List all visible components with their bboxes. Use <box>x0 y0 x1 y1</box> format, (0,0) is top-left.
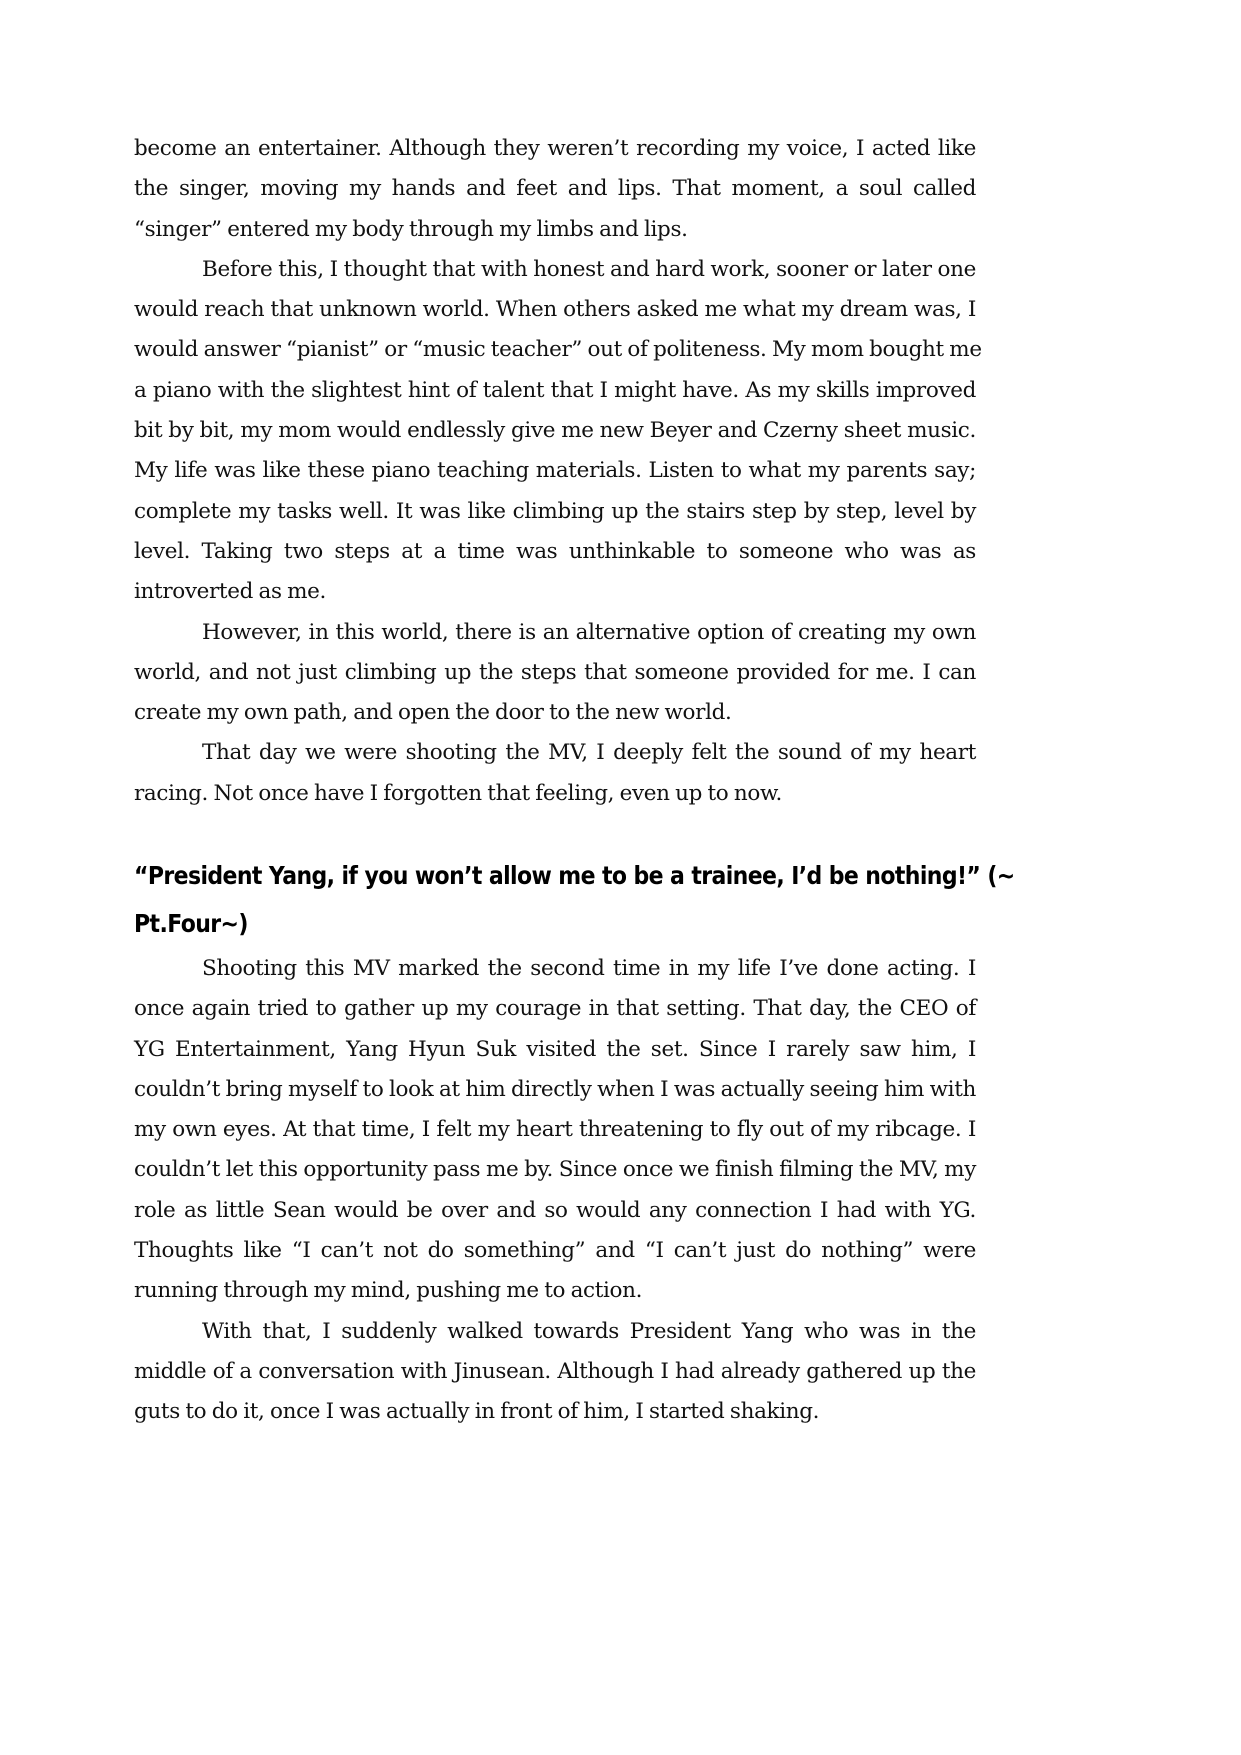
text-line: create my own path, and open the door to the new world. <box>134 700 732 726</box>
text-line: couldn’t bring myself to look at him directly when I was actually seeing him with <box>134 1076 976 1102</box>
heading-line: “President Yang, if you won’t allow me to be a trainee, I’d be nothing!” (~ <box>134 862 1015 891</box>
text-line: Thoughts like “I can’t not do something” and “I can’t just do nothing” were <box>134 1238 976 1264</box>
text-line: once again tried to gather up my courage in that setting. That day, the CEO of <box>134 996 976 1022</box>
text-line: world, and not just climbing up the steps that someone provided for me. I can <box>134 659 976 685</box>
paragraph <box>134 250 982 613</box>
body-text-block-2 <box>134 949 976 1433</box>
paragraph <box>134 733 976 814</box>
text-line: guts to do it, once I was actually in front of him, I started shaking. <box>134 1399 820 1425</box>
paragraph <box>134 129 976 250</box>
text-line: complete my tasks well. It was like climbing up the stairs step by step, level by <box>134 498 976 524</box>
text-line: couldn’t let this opportunity pass me by. Since once we finish filming the MV, my <box>134 1157 976 1183</box>
text-line: level. Taking two steps at a time was unthinkable to someone who was as <box>134 538 976 564</box>
body-text-block-1 <box>134 129 982 814</box>
text-line: My life was like these piano teaching materials. Listen to what my parents say; <box>134 458 976 484</box>
text-line: my own eyes. At that time, I felt my heart threatening to fly out of my ribcage. I <box>134 1117 976 1143</box>
text-line: YG Entertainment, Yang Hyun Suk visited the set. Since I rarely saw him, I <box>134 1036 976 1062</box>
text-line: racing. Not once have I forgotten that feeling, even up to now. <box>134 780 782 806</box>
text-line: bit by bit, my mom would endlessly give me new Beyer and Czerny sheet music. <box>134 418 976 444</box>
text-line: “singer” entered my body through my limbs and lips. <box>134 216 688 242</box>
text-line: Shooting this MV marked the second time in my life I’ve done acting. I <box>202 956 976 981</box>
heading-line: Pt.Four~) <box>134 910 248 939</box>
text-line: a piano with the slightest hint of talent that I might have. As my skills improved <box>134 377 976 403</box>
text-line: With that, I suddenly walked towards President Yang who was in the <box>202 1318 976 1344</box>
text-line: running through my mind, pushing me to action. <box>134 1278 643 1304</box>
text-line: Before this, I thought that with honest and hard work, sooner or later one <box>202 256 976 282</box>
text-line: middle of a conversation with Jinusean. Although I had already gathered up the <box>134 1358 976 1384</box>
text-line: become an entertainer. Although they weren’t recording my voice, I acted like <box>134 136 976 161</box>
text-line: role as little Sean would be over and so would any connection I had with YG. <box>134 1197 976 1223</box>
text-line: However, in this world, there is an alternative option of creating my own <box>202 619 976 645</box>
paragraph <box>134 949 976 1312</box>
text-line: would reach that unknown world. When others asked me what my dream was, I <box>134 297 976 323</box>
text-line: the singer, moving my hands and feet and lips. That moment, a soul called <box>134 176 976 202</box>
paragraph <box>134 1312 976 1433</box>
text-line: would answer “pianist” or “music teacher” out of politeness. My mom bought me <box>134 337 982 363</box>
section-heading <box>134 853 1015 949</box>
text-line: introverted as me. <box>134 579 327 605</box>
paragraph <box>134 613 976 734</box>
text-line: That day we were shooting the MV, I deeply felt the sound of my heart <box>202 740 976 766</box>
